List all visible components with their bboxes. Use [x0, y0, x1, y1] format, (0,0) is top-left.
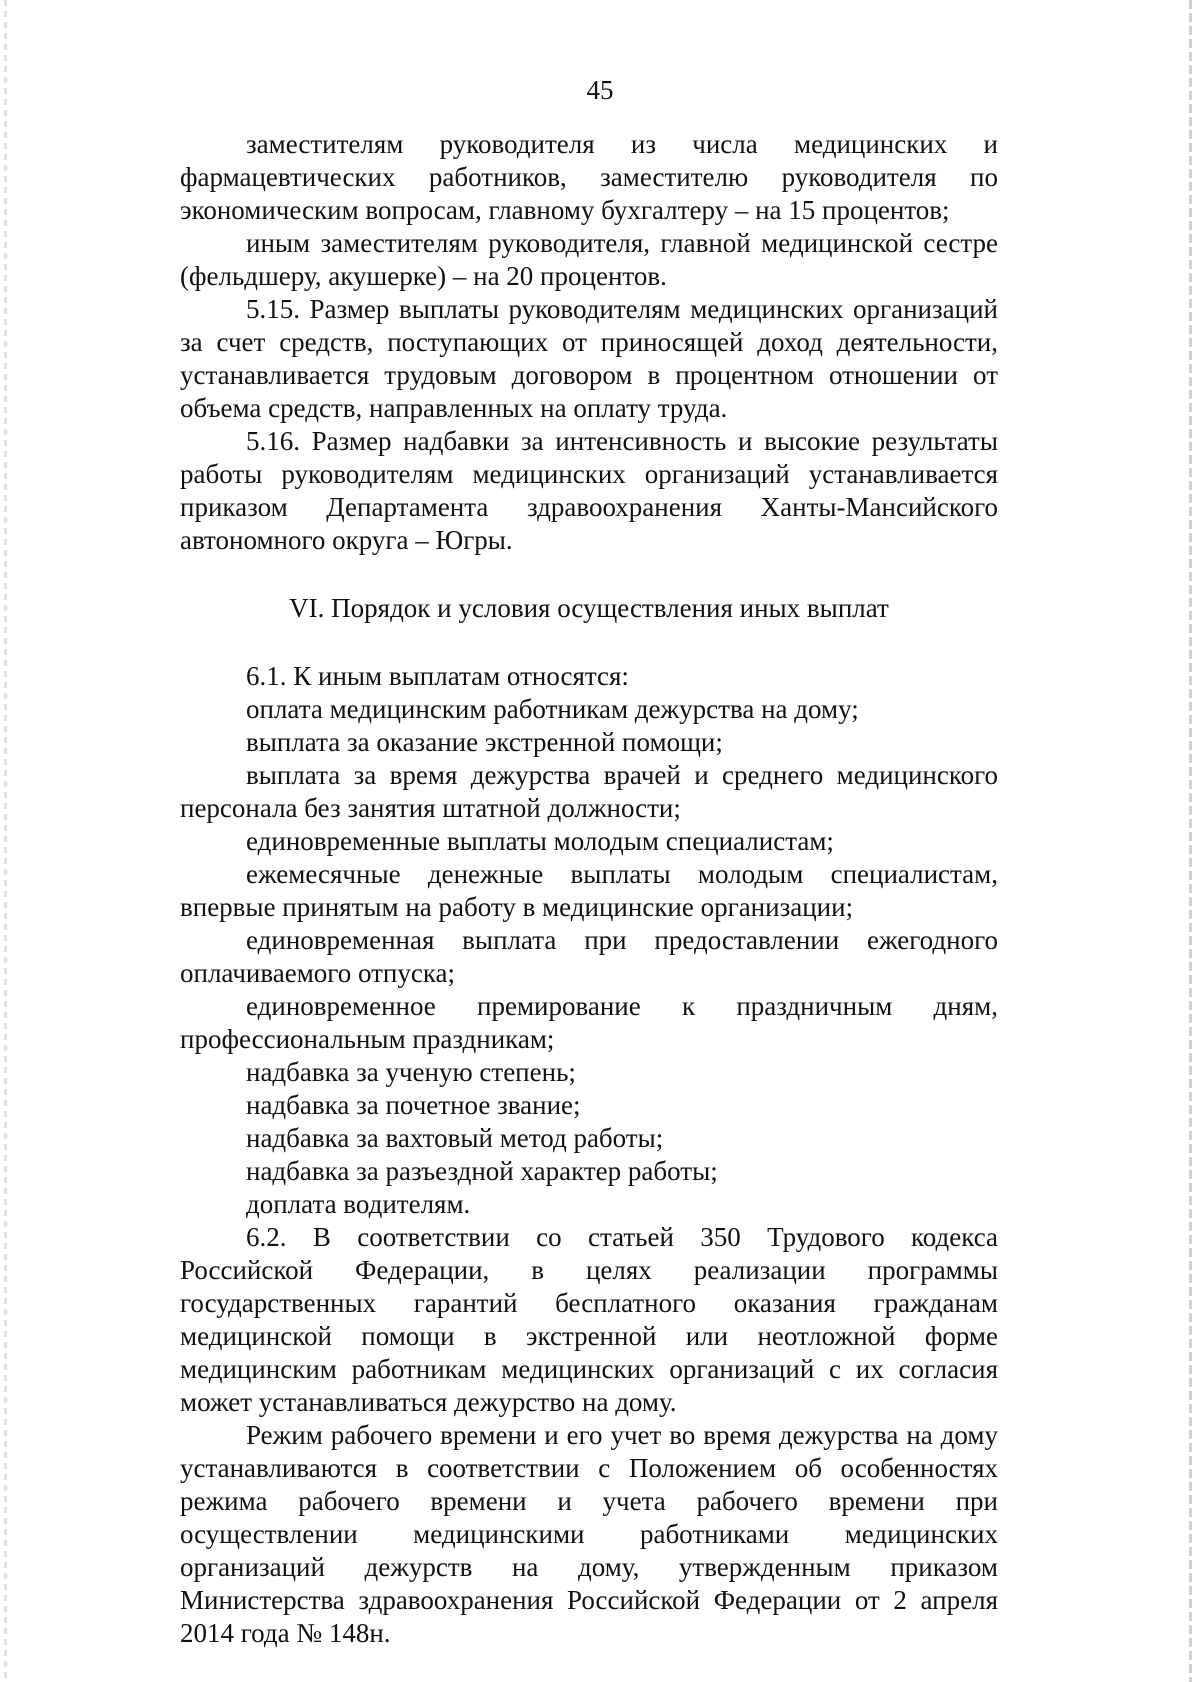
paragraph-6-2: 6.2. В соответствии со статьей 350 Трудового кодекса Российской Федерации, в целях реализации программы государственных гарантий бесплатного оказания гражданам медицинской помощи в экстренной или неотложной форме медицинским работникам медицинских организаций с их согласия может устанавливаться дежурство на дому.: [180, 1222, 998, 1417]
list-item: надбавка за ученую степень;: [246, 1057, 576, 1087]
list-item: единовременные выплаты молодым специалистам;: [246, 826, 834, 856]
section-heading: VI. Порядок и условия осуществления иных выплат: [289, 593, 889, 623]
list-item: выплата за время дежурства врачей и среднего медицинского персонала без занятия штатной должности;: [180, 760, 998, 823]
list-item: выплата за оказание экстренной помощи;: [246, 727, 723, 757]
paragraph-5-16: 5.16. Размер надбавки за интенсивность и высокие результаты работы руководителям медицинских организаций устанавливается приказом Департамента здравоохранения Ханты-Мансийского автономного округа – Югры.: [180, 426, 998, 555]
paragraph-work-time-regime: Режим рабочего времени и его учет во время дежурства на дому устанавливаются в соответствии с Положением об особенностях режима рабочего времени и учета рабочего времени при осуществлении медицинскими работниками медицинских организаций дежурств на дому, утвержденным приказом Министерства здравоохранения Российской Федерации от 2 апреля 2014 года № 148н.: [180, 1420, 998, 1648]
scan-edge-left: [4, 0, 7, 1682]
page-number: 45: [586, 75, 614, 105]
document-body: [180, 128, 998, 1650]
list-item: надбавка за вахтовый метод работы;: [246, 1123, 664, 1153]
list-item: единовременная выплата при предоставлении ежегодного оплачиваемого отпуска;: [180, 925, 998, 988]
paragraph-other-deputies: иным заместителям руководителя, главной медицинской сестре (фельдшеру, акушерке) – на 20 процентов.: [180, 228, 998, 291]
paragraph-6-1: 6.1. К иным выплатам относятся:: [246, 661, 629, 691]
list-item: доплата водителям.: [246, 1189, 471, 1219]
paragraph-deputies-medical: заместителям руководителя из числа медицинских и фармацевтических работников, заместителю руководителя по экономическим вопросам, главному бухгалтеру – на 15 процентов;: [180, 129, 998, 225]
list-item: ежемесячные денежные выплаты молодым специалистам, впервые принятым на работу в медицинские организации;: [180, 859, 998, 922]
scan-edge-right: [1189, 0, 1192, 1682]
list-item: единовременное премирование к праздничным дням, профессиональным праздникам;: [180, 991, 998, 1054]
list-item: оплата медицинским работникам дежурства на дому;: [246, 694, 859, 724]
paragraph-5-15: 5.15. Размер выплаты руководителям медицинских организаций за счет средств, поступающих от приносящей доход деятельности, устанавливается трудовым договором в процентном отношении от объема средств, направленных на оплату труда.: [180, 294, 998, 423]
list-item: надбавка за разъездной характер работы;: [246, 1156, 718, 1186]
list-item: надбавка за почетное звание;: [246, 1090, 581, 1120]
